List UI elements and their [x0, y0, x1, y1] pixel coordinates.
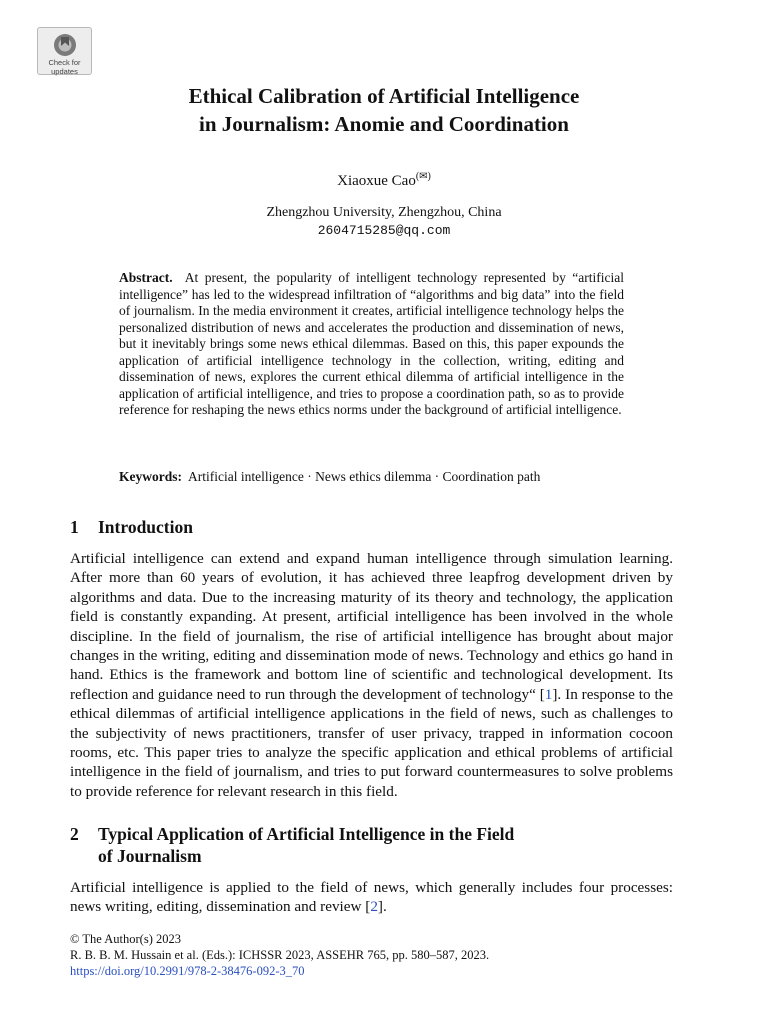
citation-link-2[interactable]: 2	[370, 898, 378, 916]
abstract-text: At present, the popularity of intelligent technology represented by “artificial intelligence” has led to the widespread infiltration of “algorithms and big data” into the field of journalism. In the media environment it creates, artificial intelligence technology helps the personalized distribution of news and accelerates the production and dissemination of news, but it inevitably brings some news ethical dilemmas. Based on this, this paper expounds the application of artificial intelligence technology in the collection, writing, editing and dissemination of news, explores the current ethical dilemma of artificial intelligence in the application of artificial intelligence, and tries to propose a coordination path, so as to provide reference for reshaping the news ethics norms under the background of artificial intelligence.	[119, 270, 624, 417]
paper-title	[0, 82, 768, 138]
s2-text-a: Artificial intelligence is applied to the field of news, which generally includes four processes: news writing, editing, dissemination and review [	[70, 879, 673, 916]
doi-link[interactable]: https://doi.org/10.2991/978-2-38476-092-3_70	[70, 964, 305, 978]
s2-text-b: ].	[377, 898, 387, 916]
section-title-line2: of Journalism	[98, 846, 202, 866]
keywords-list: Artificial intelligence · News ethics dilemma · Coordination path	[188, 469, 541, 484]
section-heading-typical-application	[70, 823, 690, 867]
section-title-line1: Typical Application of Artificial Intelligence in the Field	[98, 824, 515, 844]
citation-link-1[interactable]: 1	[544, 685, 553, 703]
keywords	[119, 469, 639, 485]
citation-line: R. B. B. M. Hussain et al. (Eds.): ICHSSR 2023, ASSEHR 765, pp. 580–587, 2023.	[70, 948, 490, 962]
title-line1: Ethical Calibration of Artificial Intelligence	[188, 84, 580, 108]
title-line2: in Journalism: Anomie and Coordination	[199, 112, 569, 136]
author-name: Xiaoxue Cao	[337, 173, 416, 189]
keywords-label: Keywords:	[119, 469, 182, 484]
abstract	[119, 270, 624, 419]
section-title: Introduction	[98, 517, 193, 537]
section-number: 1	[70, 517, 79, 537]
intro-text-a: Artificial intelligence can extend and expand human intelligence through simulation learning. After more than 60 years of evolution, it has achieved three leapfrog development driven by algorithms and data. Due to the increasing maturity of its theory and technology, the application field is constantly expanding. At present, artificial intelligence has been involved in the whole discipline. In the field of journalism, the rise of artificial intelligence has brought about major changes in the writing, editing and dissemination mode of news. Technology and ethics go hand in hand. Ethics is the framework and bottom line of scientific and technological development. Its reflection and guidance need to run through the development of technology“ [	[70, 550, 673, 703]
author-line	[0, 173, 768, 190]
check-updates-icon	[50, 32, 80, 58]
badge-line1: Check for	[48, 58, 81, 67]
section-number: 2	[70, 824, 79, 844]
envelope-icon[interactable]: (✉)	[415, 171, 431, 182]
section2-paragraph	[70, 878, 673, 917]
badge-line2: updates	[51, 67, 78, 76]
copyright-line: © The Author(s) 2023	[70, 932, 181, 946]
introduction-paragraph	[70, 549, 673, 801]
intro-text-b: ]. In response to the ethical dilemmas of artificial intelligence applications in the field of news, such as challenges to the subjectivity of news practitioners, transfer of user privacy, trapped in information cocoon rooms, etc. This paper tries to analyze the specific application and ethical problems of artificial intelligence in the field of journalism, and tries to put forward countermeasures to solve problems to provide reference for relevant research in this field.	[70, 685, 674, 800]
author-email[interactable]: 2604715285@qq.com	[317, 223, 451, 238]
page-footer	[70, 931, 489, 979]
abstract-label: Abstract.	[119, 270, 173, 285]
affiliation: Zhengzhou University, Zhengzhou, China	[266, 205, 502, 220]
check-for-updates-badge[interactable]	[37, 27, 92, 75]
section-heading-introduction	[70, 516, 193, 538]
